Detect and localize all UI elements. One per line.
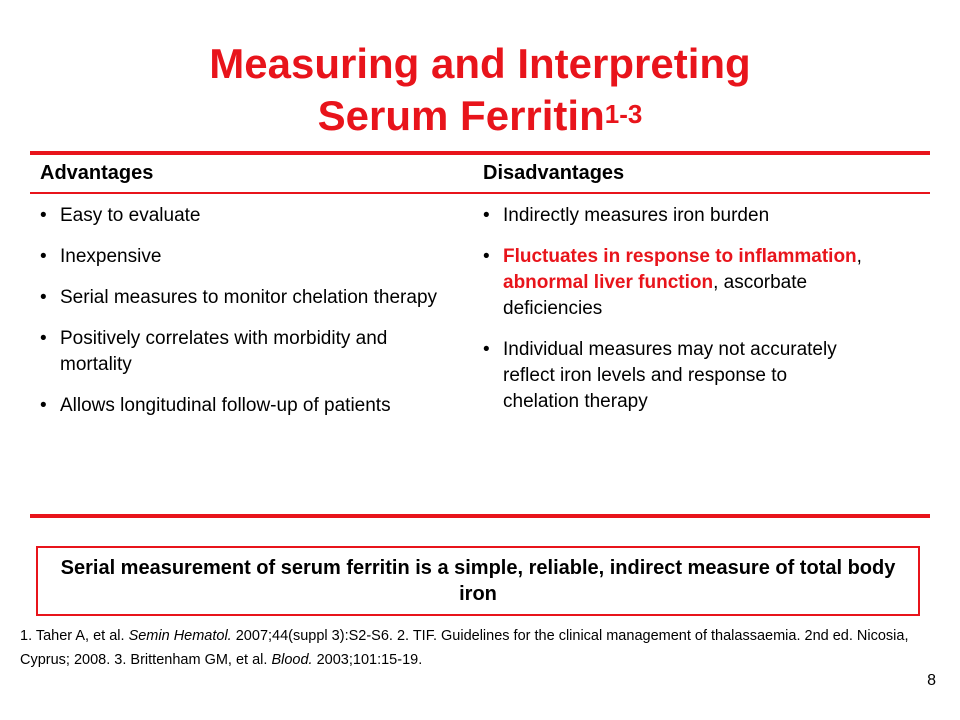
ref-1-rest: 2007;44(suppl 3):S2-S6. 2. TIF. Guidelines for the clinical management of thalassaemia. 2nd ed. Nicosia, Cyprus; 2008. 3. Brittenham GM, et al. xyxy=(20,628,909,668)
table-top-rule xyxy=(30,151,930,155)
page-number: 8 xyxy=(927,672,936,689)
advantage-item: • Allows longitudinal follow-up of patients xyxy=(40,393,460,419)
separator-text: , xyxy=(856,246,862,267)
summary-text: Serial measurement of serum ferritin is a simple, reliable, indirect measure of total body iron xyxy=(60,557,896,605)
ref-3-rest: 2003;101:15-19. xyxy=(312,652,423,668)
advantage-item: • Serial measures to monitor chelation therapy xyxy=(40,285,460,311)
disadvantage-item: • Individual measures may not accurately reflect iron levels and response to chelation therapy xyxy=(483,337,863,415)
ref-1-journal: Semin Hematol. xyxy=(128,628,232,644)
title-citation-superscript: 1-3 xyxy=(604,99,643,129)
advantages-column xyxy=(40,203,460,434)
ascorbate-text: , ascorbate deficiencies xyxy=(503,272,808,319)
advantages-list xyxy=(40,203,460,419)
advantage-item: • Easy to evaluate xyxy=(40,203,460,229)
title-line-2-text: Serum Ferritin xyxy=(317,92,605,139)
highlight-inflammation: Fluctuates in response to inflammation xyxy=(503,246,857,267)
disadvantage-item xyxy=(483,244,863,322)
disadvantage-item: • Indirectly measures iron burden xyxy=(483,203,863,229)
slide-title xyxy=(0,38,960,142)
ref-1-prefix: 1. Taher A, et al. xyxy=(20,628,129,644)
disadvantages-column xyxy=(483,203,863,430)
title-line-2 xyxy=(0,90,960,142)
highlight-liver-function: abnormal liver function xyxy=(503,272,714,293)
advantage-item: • Positively correlates with morbidity and mortality xyxy=(40,326,460,378)
title-line-1: Measuring and Interpreting xyxy=(209,40,751,87)
disadvantages-list xyxy=(483,203,863,415)
table-header-rule xyxy=(30,192,930,194)
advantage-item: • Inexpensive xyxy=(40,244,460,270)
disadvantages-header: Disadvantages xyxy=(483,162,625,184)
table-bottom-rule xyxy=(30,514,930,518)
summary-box xyxy=(36,546,920,616)
ref-3-journal: Blood. xyxy=(271,652,313,668)
advantages-header: Advantages xyxy=(40,162,154,184)
references xyxy=(20,624,940,672)
